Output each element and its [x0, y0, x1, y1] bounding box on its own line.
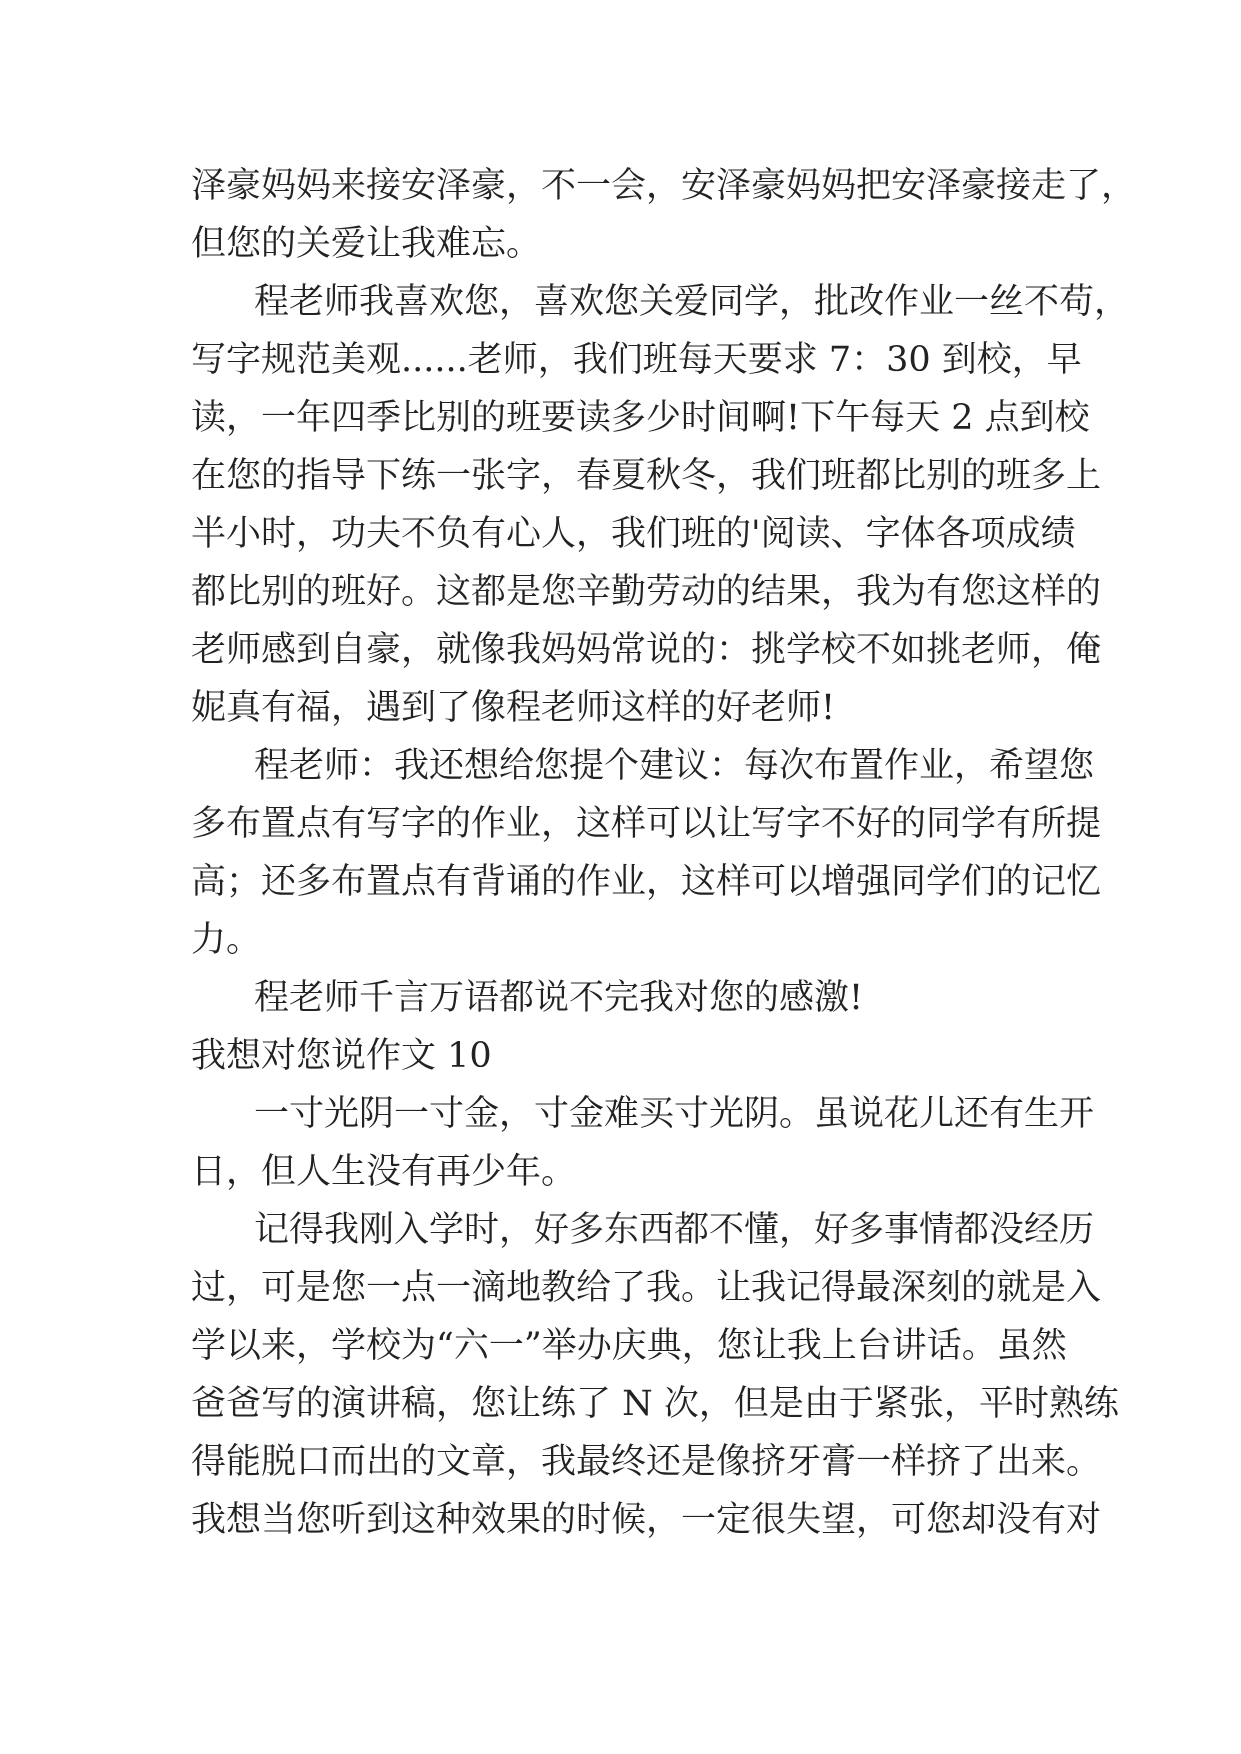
- text-line: 妮真有福，遇到了像程老师这样的好老师!: [191, 688, 836, 728]
- text-line: 力。: [191, 920, 262, 960]
- paragraph-first-line: 程老师：我还想给您提个建议：每次布置作业，希望您: [254, 746, 1095, 786]
- text-line: 老师感到自豪，就像我妈妈常说的：挑学校不如挑老师，俺: [191, 630, 1102, 670]
- paragraph-first-line: 程老师千言万语都说不完我对您的感激!: [254, 978, 864, 1018]
- text-line: 我想当您听到这种效果的时候，一定很失望，可您却没有对: [191, 1500, 1102, 1540]
- text-line: 泽豪妈妈来接安泽豪，不一会，安泽豪妈妈把安泽豪接走了，: [191, 166, 1137, 206]
- paragraph-first-line: 记得我刚入学时，好多东西都不懂，好多事情都没经历: [254, 1210, 1095, 1250]
- text-line: 但您的关爱让我难忘。: [191, 224, 542, 264]
- text-line: 都比别的班好。这都是您辛勤劳动的结果，我为有您这样的: [191, 572, 1102, 612]
- text-line: 写字规范美观......老师，我们班每天要求 7：30 到校，早: [191, 340, 1082, 380]
- text-line: 高；还多布置点有背诵的作业，这样可以增强同学们的记忆: [191, 862, 1102, 902]
- text-line: 半小时，功夫不负有心人，我们班的'阅读、字体各项成绩: [191, 514, 1076, 554]
- paragraph-first-line: 程老师我喜欢您，喜欢您关爱同学，批改作业一丝不苟，: [254, 282, 1130, 322]
- text-line: 日，但人生没有再少年。: [191, 1152, 577, 1192]
- text-line: 得能脱口而出的文章，我最终还是像挤牙膏一样挤了出来。: [191, 1442, 1102, 1482]
- text-line: 过，可是您一点一滴地教给了我。让我记得最深刻的就是入: [191, 1268, 1102, 1308]
- paragraph-first-line: 一寸光阴一寸金，寸金难买寸光阴。虽说花儿还有生开: [254, 1094, 1095, 1134]
- section-heading: 我想对您说作文 10: [191, 1036, 492, 1076]
- text-line: 多布置点有写字的作业，这样可以让写字不好的同学有所提: [191, 804, 1102, 844]
- text-line: 在您的指导下练一张字，春夏秋冬，我们班都比别的班多上: [191, 456, 1102, 496]
- text-line: 读，一年四季比别的班要读多少时间啊!下午每天 2 点到校: [191, 398, 1090, 438]
- text-line: 学以来，学校为“六一”举办庆典，您让我上台讲话。虽然: [191, 1326, 1067, 1366]
- text-line: 爸爸写的演讲稿，您让练了 N 次，但是由于紧张，平时熟练: [191, 1384, 1119, 1424]
